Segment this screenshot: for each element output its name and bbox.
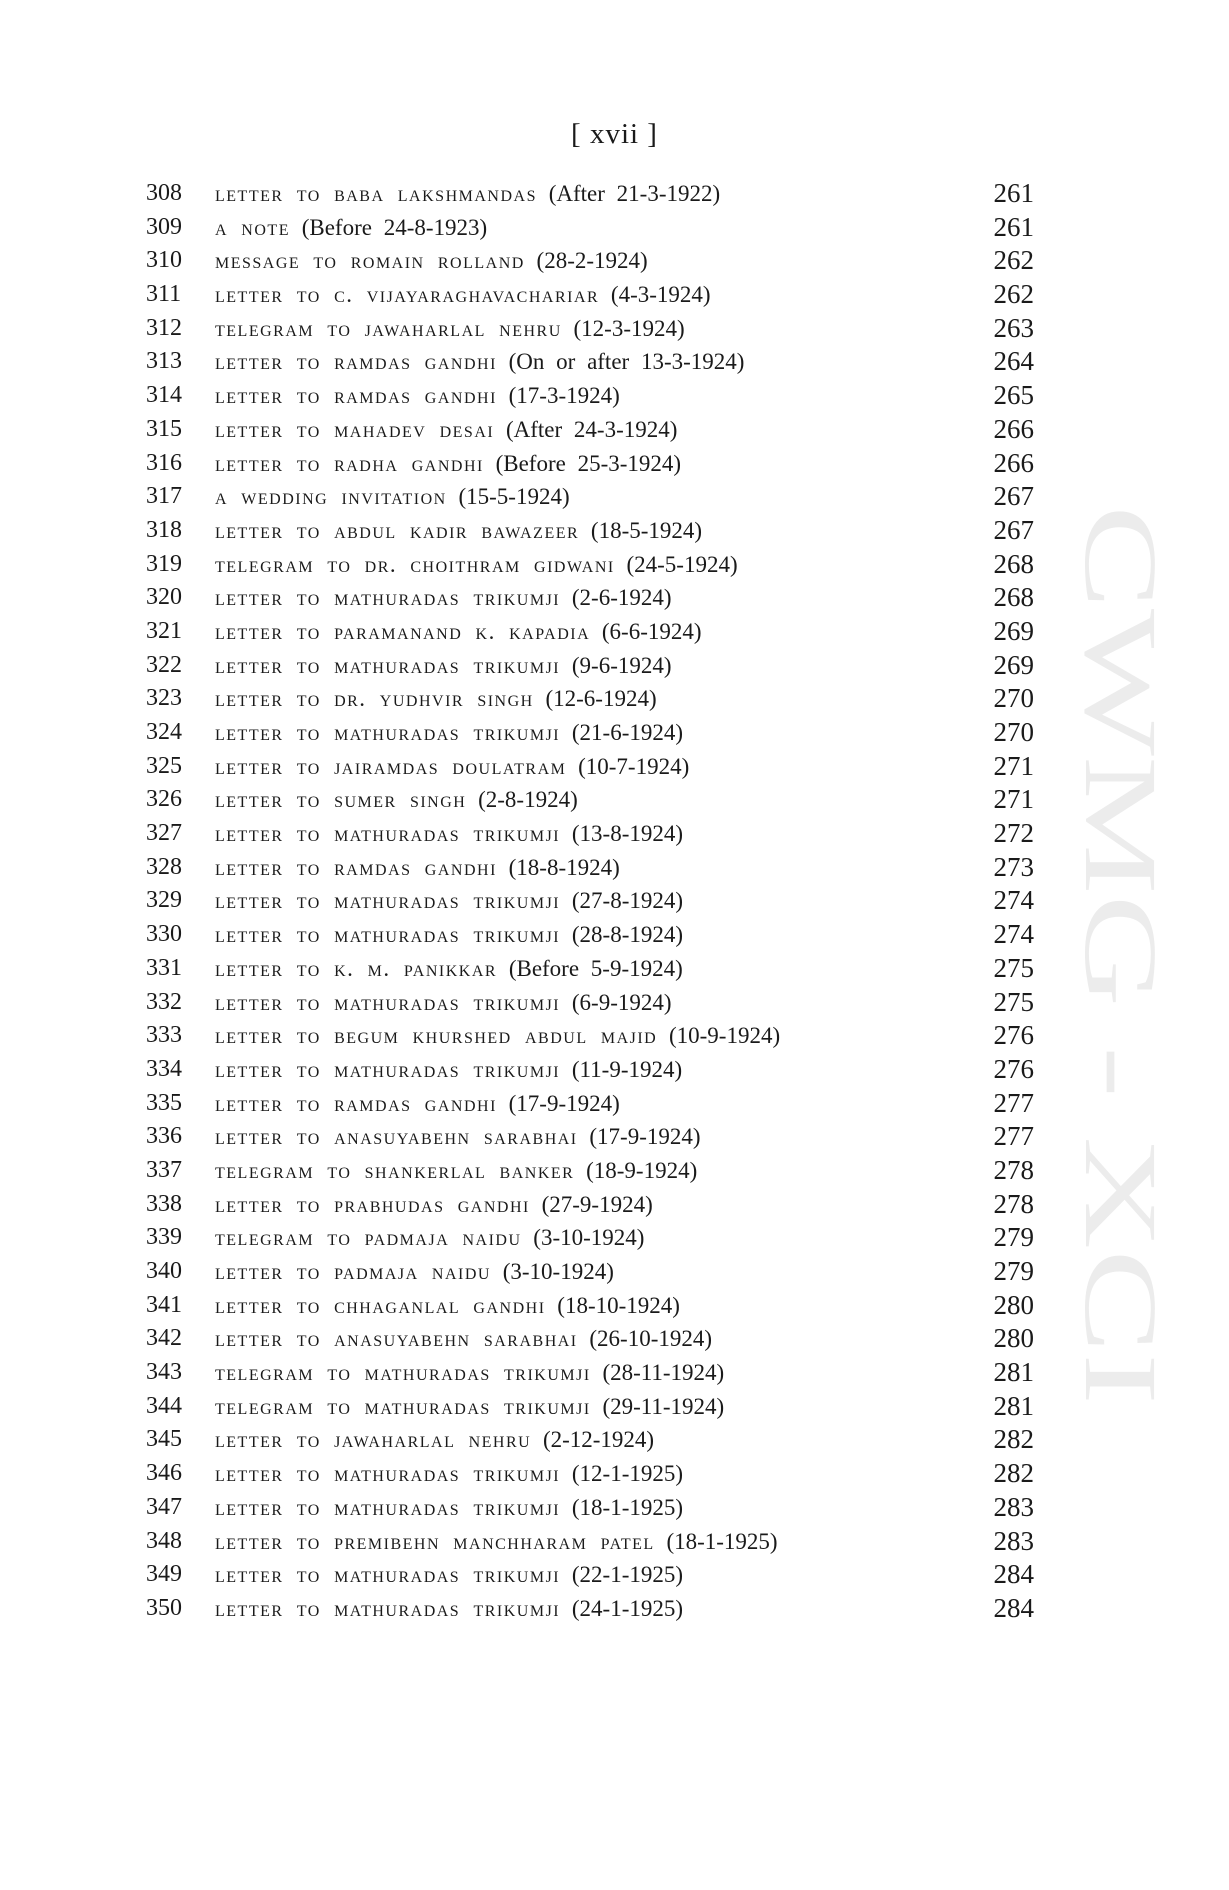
toc-entry xyxy=(0,1322,1229,1356)
entry-number: 309 xyxy=(146,213,182,240)
entry-heading: letter to prabhudas gandhi xyxy=(215,1191,530,1217)
entry-title xyxy=(215,1423,654,1457)
entry-number: 330 xyxy=(146,921,182,948)
entry-heading: letter to ramdas gandhi xyxy=(215,349,497,375)
entry-number: 349 xyxy=(146,1561,182,1588)
entry-date: (21-6-1924) xyxy=(571,720,684,745)
entry-number: 313 xyxy=(146,348,182,375)
entry-page-number: 263 xyxy=(993,312,1034,343)
entry-page-number: 280 xyxy=(993,1323,1034,1354)
entry-date: (2-6-1924) xyxy=(571,585,672,611)
entry-date: (18-8-1924) xyxy=(508,854,620,880)
entry-date: (27-8-1924) xyxy=(571,888,684,914)
entry-heading: a note xyxy=(215,214,290,240)
toc-entry xyxy=(0,649,1229,683)
entry-date: (4-3-1924) xyxy=(610,282,711,308)
toc-entry xyxy=(0,413,1229,447)
entry-date: (18-9-1924) xyxy=(586,1157,698,1183)
entry-page-number: 270 xyxy=(993,717,1034,747)
entry-number: 348 xyxy=(146,1527,182,1554)
entry-title xyxy=(215,548,738,582)
entry-title xyxy=(215,312,685,346)
entry-heading: letter to abdul kadir bawazeer xyxy=(215,517,580,543)
entry-number: 347 xyxy=(146,1493,182,1520)
entry-title xyxy=(215,1525,778,1559)
toc-entry xyxy=(0,1356,1229,1390)
entry-number: 343 xyxy=(146,1359,182,1386)
toc-entry xyxy=(0,1087,1229,1121)
entry-number: 310 xyxy=(146,247,182,274)
entry-date: (22-1-1925) xyxy=(571,1562,684,1588)
entry-number: 323 xyxy=(146,685,182,712)
toc-entry xyxy=(0,986,1229,1020)
entry-heading: letter to chhaganlal gandhi xyxy=(215,1292,546,1318)
entry-page-number: 278 xyxy=(993,1188,1034,1219)
entry-number: 350 xyxy=(146,1594,182,1621)
entry-date: (3-10-1924) xyxy=(533,1225,645,1251)
entry-page-number: 280 xyxy=(993,1289,1034,1320)
entry-heading: letter to c. vijayaraghavachariar xyxy=(215,282,600,308)
entry-date: (10-9-1924) xyxy=(668,1023,781,1049)
entry-number: 335 xyxy=(146,1089,182,1116)
toc-entry xyxy=(0,1525,1229,1559)
toc-entry xyxy=(0,884,1229,918)
toc-entry xyxy=(0,345,1229,379)
entry-number: 333 xyxy=(146,1022,182,1049)
entry-date: (17-3-1924) xyxy=(508,383,620,409)
entry-page-number: 272 xyxy=(993,818,1034,849)
entry-number: 326 xyxy=(146,786,182,813)
entry-date: (Before 5-9-1924) xyxy=(508,955,683,981)
toc-entry xyxy=(0,817,1229,851)
entry-title xyxy=(215,1188,653,1222)
entry-number: 311 xyxy=(146,281,182,308)
entry-heading: letter to radha gandhi xyxy=(215,450,484,476)
entry-title xyxy=(215,1053,682,1087)
entry-page-number: 283 xyxy=(993,1491,1034,1522)
entry-date: (28-11-1924) xyxy=(602,1360,725,1386)
entry-title xyxy=(215,345,744,379)
entry-number: 337 xyxy=(146,1156,182,1183)
toc-entry xyxy=(0,1120,1229,1154)
entry-title xyxy=(215,413,677,447)
entry-page-number: 261 xyxy=(993,178,1034,208)
entry-date: (11-9-1924) xyxy=(571,1056,683,1082)
entry-number: 334 xyxy=(146,1055,182,1082)
entry-number: 328 xyxy=(146,853,182,880)
entry-heading: telegram to shankerlal banker xyxy=(215,1157,575,1183)
entry-page-number: 271 xyxy=(993,784,1034,815)
entry-title xyxy=(215,952,683,986)
entry-date: (After 21-3-1922) xyxy=(548,181,721,206)
entry-title xyxy=(215,177,720,211)
entry-heading: letter to mathuradas trikumji xyxy=(215,1595,561,1621)
toc-entry xyxy=(0,783,1229,817)
entry-page-number: 281 xyxy=(993,1357,1034,1388)
toc-entry xyxy=(0,211,1229,245)
entry-title xyxy=(215,1154,697,1188)
entry-page-number: 267 xyxy=(993,514,1034,545)
entry-date: (26-10-1924) xyxy=(589,1326,713,1352)
toc-entry xyxy=(0,1053,1229,1087)
entry-date: (18-1-1925) xyxy=(571,1494,684,1520)
entry-number: 318 xyxy=(146,516,182,543)
page-number-header: [ xvii ] xyxy=(571,118,658,150)
entry-number: 345 xyxy=(146,1426,182,1453)
toc-entry xyxy=(0,615,1229,649)
entry-date: (18-10-1924) xyxy=(557,1292,680,1318)
entry-number: 320 xyxy=(146,584,182,611)
entry-heading: letter to anasuyabehn sarabhai xyxy=(215,1124,578,1150)
entry-heading: letter to mathuradas trikumji xyxy=(215,585,561,611)
entry-number: 327 xyxy=(146,820,182,847)
entry-heading: letter to ramdas gandhi xyxy=(215,854,497,880)
entry-title xyxy=(215,211,487,245)
entry-title xyxy=(215,480,570,514)
entry-title xyxy=(215,1019,780,1053)
entry-title xyxy=(215,851,620,885)
entry-date: (9-6-1924) xyxy=(571,652,672,678)
entry-title xyxy=(215,750,689,784)
entry-page-number: 284 xyxy=(993,1559,1034,1590)
entry-page-number: 267 xyxy=(993,481,1034,512)
entry-date: (6-9-1924) xyxy=(571,989,672,1015)
entry-title xyxy=(215,244,648,278)
entry-title xyxy=(215,514,702,548)
toc-entry xyxy=(0,1019,1229,1053)
entry-number: 338 xyxy=(146,1190,182,1217)
entry-title xyxy=(215,1390,724,1424)
entry-date: (6-6-1924) xyxy=(601,618,702,644)
entry-page-number: 275 xyxy=(993,986,1034,1017)
entry-date: (28-2-1924) xyxy=(536,248,648,274)
entry-heading: letter to mathuradas trikumji xyxy=(215,1494,561,1520)
entry-number: 316 xyxy=(146,449,182,476)
entry-heading: letter to mathuradas trikumji xyxy=(215,1461,561,1487)
entry-page-number: 276 xyxy=(993,1020,1034,1051)
entry-page-number: 271 xyxy=(993,750,1034,781)
entry-date: (27-9-1924) xyxy=(541,1191,653,1217)
entry-date: (12-6-1924) xyxy=(545,686,657,712)
entry-number: 340 xyxy=(146,1258,182,1284)
entry-page-number: 283 xyxy=(993,1525,1034,1556)
toc-entry xyxy=(0,1423,1229,1457)
entry-number: 342 xyxy=(146,1325,182,1352)
entry-number: 317 xyxy=(146,483,182,510)
toc-entry xyxy=(0,548,1229,582)
entry-heading: letter to mathuradas trikumji xyxy=(215,821,561,847)
entry-number: 314 xyxy=(146,382,182,409)
entry-heading: message to romain rolland xyxy=(215,248,525,274)
entry-page-number: 269 xyxy=(993,649,1034,680)
entry-heading: letter to jairamdas doulatram xyxy=(215,753,567,779)
entry-heading: letter to paramanand k. kapadia xyxy=(215,618,591,644)
entry-title xyxy=(215,1592,683,1626)
entry-number: 321 xyxy=(146,617,182,644)
entry-title xyxy=(215,1457,683,1491)
entry-date: (Before 25-3-1924) xyxy=(495,450,682,476)
entry-title xyxy=(215,1356,724,1390)
entry-page-number: 278 xyxy=(993,1154,1034,1185)
entry-heading: letter to mathuradas trikumji xyxy=(215,1562,561,1588)
entry-page-number: 275 xyxy=(993,952,1034,983)
toc-entry xyxy=(0,312,1229,346)
entry-page-number: 274 xyxy=(993,919,1034,950)
entry-heading: letter to mahadev desai xyxy=(215,416,495,442)
entry-heading: letter to padmaja naidu xyxy=(215,1259,491,1284)
entry-number: 324 xyxy=(146,719,182,745)
entry-page-number: 282 xyxy=(993,1424,1034,1455)
toc-entry xyxy=(0,379,1229,413)
toc-entry xyxy=(0,1289,1229,1323)
entry-number: 332 xyxy=(146,988,182,1015)
entry-date: (On or after 13-3-1924) xyxy=(508,349,745,375)
entry-title xyxy=(215,918,683,952)
entry-date: (3-10-1924) xyxy=(502,1259,614,1284)
toc-entry xyxy=(0,447,1229,481)
toc-entry xyxy=(0,682,1229,716)
entry-page-number: 269 xyxy=(993,615,1034,646)
watermark-text: CWMG - XCI xyxy=(1063,505,1178,1106)
entry-number: 331 xyxy=(146,954,182,981)
toc-entry xyxy=(0,952,1229,986)
entry-heading: letter to ramdas gandhi xyxy=(215,1090,497,1116)
entry-heading: letter to premibehn manchharam patel xyxy=(215,1528,655,1554)
entry-heading: a wedding invitation xyxy=(215,484,447,510)
toc-entry xyxy=(0,1390,1229,1424)
entry-page-number: 268 xyxy=(993,582,1034,613)
entry-date: (2-12-1924) xyxy=(542,1427,655,1453)
entry-page-number: 270 xyxy=(993,683,1034,714)
entry-page-number: 279 xyxy=(993,1222,1034,1253)
entry-heading: letter to mathuradas trikumji xyxy=(215,1056,561,1082)
entry-heading: letter to sumer singh xyxy=(215,787,467,813)
entry-number: 322 xyxy=(146,651,182,678)
entry-date: (12-3-1924) xyxy=(573,315,685,341)
entry-date: (18-1-1925) xyxy=(666,1528,778,1554)
entry-title xyxy=(215,1558,683,1592)
toc-entry xyxy=(0,716,1229,750)
toc-entry xyxy=(0,278,1229,312)
entry-page-number: 262 xyxy=(993,279,1034,310)
entry-date: (24-5-1924) xyxy=(626,551,738,577)
entry-heading: telegram to mathuradas trikumji xyxy=(215,1360,591,1386)
entry-number: 319 xyxy=(146,550,182,577)
table-of-contents xyxy=(0,177,1229,1626)
toc-entry xyxy=(0,480,1229,514)
entry-title xyxy=(215,1221,644,1255)
entry-date: (17-9-1924) xyxy=(589,1124,701,1150)
entry-page-number: 266 xyxy=(993,413,1034,444)
toc-entry xyxy=(0,1154,1229,1188)
entry-title xyxy=(215,1255,614,1289)
entry-title xyxy=(215,1322,712,1356)
toc-entry xyxy=(0,177,1229,211)
entry-heading: letter to mathuradas trikumji xyxy=(215,922,561,948)
toc-entry xyxy=(0,918,1229,952)
toc-entry xyxy=(0,1491,1229,1525)
entry-number: 308 xyxy=(146,180,182,206)
entry-date: (After 24-3-1924) xyxy=(505,416,678,442)
entry-heading: telegram to padmaja naidu xyxy=(215,1225,522,1251)
toc-entry xyxy=(0,1255,1229,1289)
entry-date: (2-8-1924) xyxy=(478,787,578,813)
toc-entry xyxy=(0,750,1229,784)
entry-heading: letter to k. m. panikkar xyxy=(215,955,498,981)
entry-number: 312 xyxy=(146,314,182,341)
toc-entry xyxy=(0,244,1229,278)
entry-page-number: 261 xyxy=(993,211,1034,242)
entry-heading: telegram to jawaharlal nehru xyxy=(215,315,562,341)
entry-heading: letter to mathuradas trikumji xyxy=(215,888,561,914)
entry-page-number: 279 xyxy=(993,1256,1034,1286)
toc-entry xyxy=(0,1558,1229,1592)
toc-entry xyxy=(0,1221,1229,1255)
entry-heading: letter to anasuyabehn sarabhai xyxy=(215,1326,578,1352)
entry-page-number: 265 xyxy=(993,380,1034,411)
entry-title xyxy=(215,447,681,481)
toc-entry xyxy=(0,1592,1229,1626)
entry-title xyxy=(215,817,683,851)
entry-title xyxy=(215,986,672,1020)
entry-number: 329 xyxy=(146,887,182,914)
entry-page-number: 276 xyxy=(993,1053,1034,1084)
toc-entry xyxy=(0,514,1229,548)
entry-title xyxy=(215,884,683,918)
entry-number: 344 xyxy=(146,1392,182,1419)
entry-heading: letter to begum khurshed abdul majid xyxy=(215,1023,658,1049)
entry-page-number: 264 xyxy=(993,346,1034,377)
toc-entry xyxy=(0,581,1229,615)
entry-page-number: 284 xyxy=(993,1592,1034,1623)
entry-title xyxy=(215,783,578,817)
entry-heading: letter to mathuradas trikumji xyxy=(215,652,561,678)
entry-number: 341 xyxy=(146,1291,182,1318)
entry-heading: telegram to dr. choithram gidwani xyxy=(215,551,615,577)
entry-heading: letter to baba lakshmandas xyxy=(215,181,537,206)
entry-number: 346 xyxy=(146,1460,182,1487)
entry-title xyxy=(215,1491,683,1525)
entry-heading: telegram to mathuradas trikumji xyxy=(215,1393,591,1419)
entry-title xyxy=(215,615,702,649)
entry-page-number: 274 xyxy=(993,885,1034,916)
entry-page-number: 277 xyxy=(993,1087,1034,1118)
entry-title xyxy=(215,278,711,312)
entry-page-number: 281 xyxy=(993,1390,1034,1421)
entry-heading: letter to jawaharlal nehru xyxy=(215,1427,532,1453)
toc-entry xyxy=(0,851,1229,885)
entry-date: (24-1-1925) xyxy=(571,1595,684,1621)
entry-title xyxy=(215,1120,701,1154)
entry-heading: letter to ramdas gandhi xyxy=(215,383,497,409)
entry-number: 315 xyxy=(146,415,182,442)
entry-title xyxy=(215,1289,680,1323)
entry-title xyxy=(215,649,672,683)
entry-heading: letter to dr. yudhvir singh xyxy=(215,686,534,712)
entry-date: (13-8-1924) xyxy=(571,821,684,847)
entry-heading: letter to mathuradas trikumji xyxy=(215,720,561,745)
entry-number: 339 xyxy=(146,1224,182,1251)
entry-date: (10-7-1924) xyxy=(578,753,690,779)
entry-date: (15-5-1924) xyxy=(458,484,570,510)
entry-date: (29-11-1924) xyxy=(602,1393,725,1419)
entry-page-number: 268 xyxy=(993,548,1034,579)
entry-date: (17-9-1924) xyxy=(508,1090,620,1116)
entry-page-number: 262 xyxy=(993,245,1034,276)
toc-entry xyxy=(0,1457,1229,1491)
toc-entry xyxy=(0,1188,1229,1222)
entry-heading: letter to mathuradas trikumji xyxy=(215,989,561,1015)
entry-title xyxy=(215,1087,620,1121)
entry-title xyxy=(215,716,683,750)
entry-title xyxy=(215,682,657,716)
entry-date: (12-1-1925) xyxy=(571,1461,684,1487)
entry-date: (18-5-1924) xyxy=(590,517,703,543)
entry-page-number: 277 xyxy=(993,1121,1034,1152)
entry-date: (28-8-1924) xyxy=(571,922,684,948)
entry-page-number: 273 xyxy=(993,851,1034,882)
entry-number: 325 xyxy=(146,752,182,779)
entry-title xyxy=(215,379,620,413)
entry-title xyxy=(215,581,672,615)
entry-page-number: 266 xyxy=(993,447,1034,478)
entry-number: 336 xyxy=(146,1123,182,1150)
entry-date: (Before 24-8-1923) xyxy=(301,214,488,240)
entry-page-number: 282 xyxy=(993,1458,1034,1489)
